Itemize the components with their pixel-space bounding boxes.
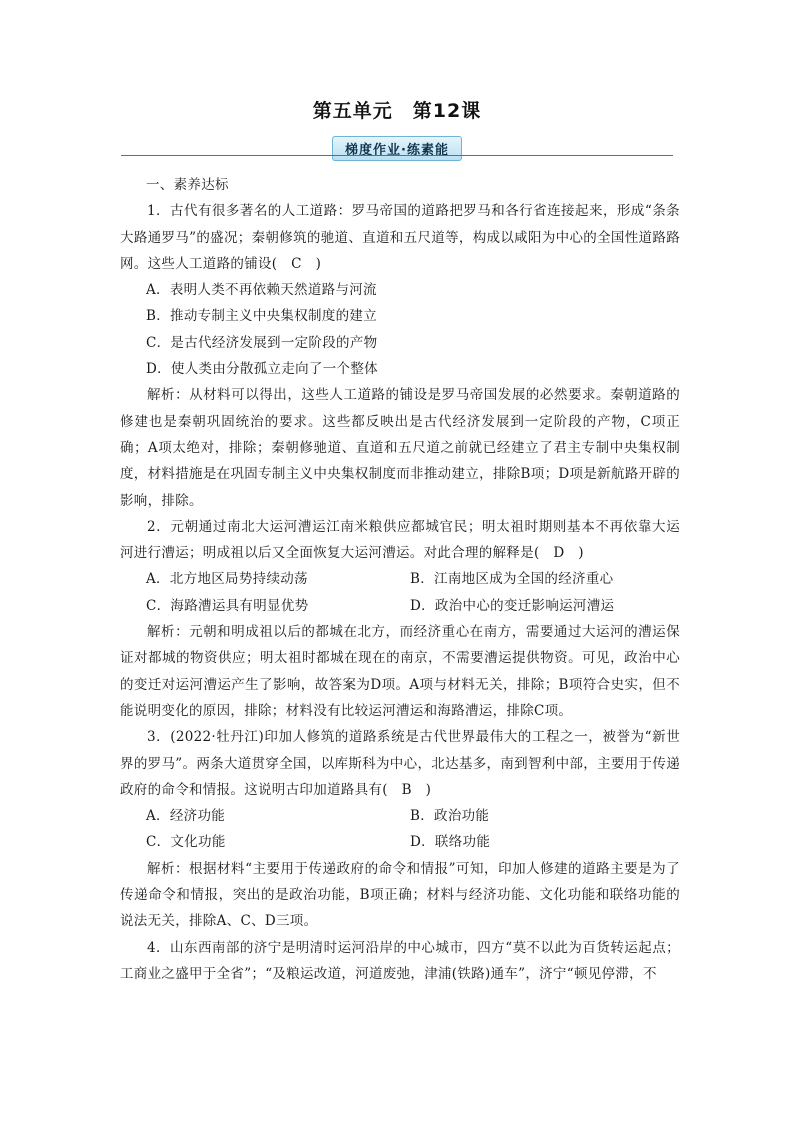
- section-heading: 一、素养达标: [146, 177, 229, 193]
- header-divider: [121, 155, 673, 156]
- question-2-option-b: B．江南地区成为全国的经济重心: [410, 571, 614, 588]
- question-3-analysis: 解析：根据材料“主要用于传递政府的命令和情报”可知，印加人修建的道路主要是为了传递命令和情报，突出的是政治功能，B项正确；材料与经济功能、文化功能和联络功能的说法无关，排除A、C、D三项。: [120, 860, 680, 930]
- question-1-analysis: 解析：从材料可以得出，这些人工道路的铺设是罗马帝国发展的必然要求。秦朝道路的修建也是秦朝巩固统治的要求。这些都反映出是古代经济发展到一定阶段的产物，C项正确；A项太绝对，排除；秦朝修驰道、直道和五尺道之前就已经建立了君主专制中央集权制度，材料措施是在巩固专制主义中央集权制度而非推动建立，排除B项；D项是新航路开辟的影响，排除。: [120, 387, 680, 509]
- question-1-option-a: A．表明人类不再依赖天然道路与河流: [146, 282, 377, 299]
- page-title: 第五单元 第12课: [312, 100, 482, 122]
- banner-container: [0, 136, 794, 161]
- exercise-content: [120, 172, 680, 987]
- question-1-option-c: C．是古代经济发展到一定阶段的产物: [146, 334, 378, 351]
- question-3-option-d: D．联络功能: [410, 834, 491, 851]
- question-2-options: [120, 566, 680, 619]
- question-2-stem: 2．元朝通过南北大运河漕运江南米粮供应都城官民；明太祖时期则基本不再依靠大运河进行漕运；明成祖以后又全面恢复大运河漕运。对此合理的解释是( D ): [120, 518, 680, 562]
- question-3-stem: 3．(2022·牡丹江)印加人修筑的道路系统是古代世界最伟大的工程之一，被誉为“新世界的罗马”。两条大道贯穿全国，以库斯科为中心，北达基多，南到智利中部，主要用于传递政府的命令和情报。这说明古印加道路具有( B ): [120, 729, 680, 798]
- question-3-options: [120, 803, 680, 856]
- section-banner: 梯度作业·练素能: [332, 136, 462, 161]
- question-4-stem: 4．山东西南部的济宁是明清时运河沿岸的中心城市，四方“莫不以此为百货转运起点；工商业之盛甲于全省”；“及粮运改道，河道废弛，津浦(铁路)通车”，济宁“顿见停滞，不: [120, 939, 680, 982]
- question-1-option-d: D．使人类由分散孤立走向了一个整体: [146, 361, 378, 378]
- question-2-analysis: 解析：元朝和明成祖以后的都城在北方，而经济重心在南方，需要通过大运河的漕运保证对都城的物资供应；明太祖时都城在现在的南京，不需要漕运提供物资。可见，政治中心的变迁对运河漕运产生了影响，故答案为D项。A项与材料无关，排除；B项符合史实，但不能说明变化的原因，排除；材料没有比较运河漕运和海路漕运，排除C项。: [120, 624, 680, 719]
- question-3-option-a: A．经济功能: [146, 808, 226, 825]
- question-1-stem: 1．古代有很多著名的人工道路：罗马帝国的道路把罗马和各行省连接起来，形成“条条大路通罗马”的盛况；秦朝修筑的驰道、直道和五尺道等，构成以咸阳为中心的全国性道路路网。这些人工道路的铺设( C ): [120, 203, 680, 272]
- question-3-option-c: C．文化功能: [146, 834, 226, 851]
- question-3-option-b: B．政治功能: [410, 808, 490, 825]
- question-1-option-b: B．推动专制主义中央集权制度的建立: [146, 308, 378, 325]
- question-2-option-c: C．海路漕运具有明显优势: [146, 597, 309, 614]
- question-2-option-a: A．北方地区局势持续动荡: [146, 571, 308, 588]
- question-2-option-d: D．政治中心的变迁影响运河漕运: [410, 597, 615, 614]
